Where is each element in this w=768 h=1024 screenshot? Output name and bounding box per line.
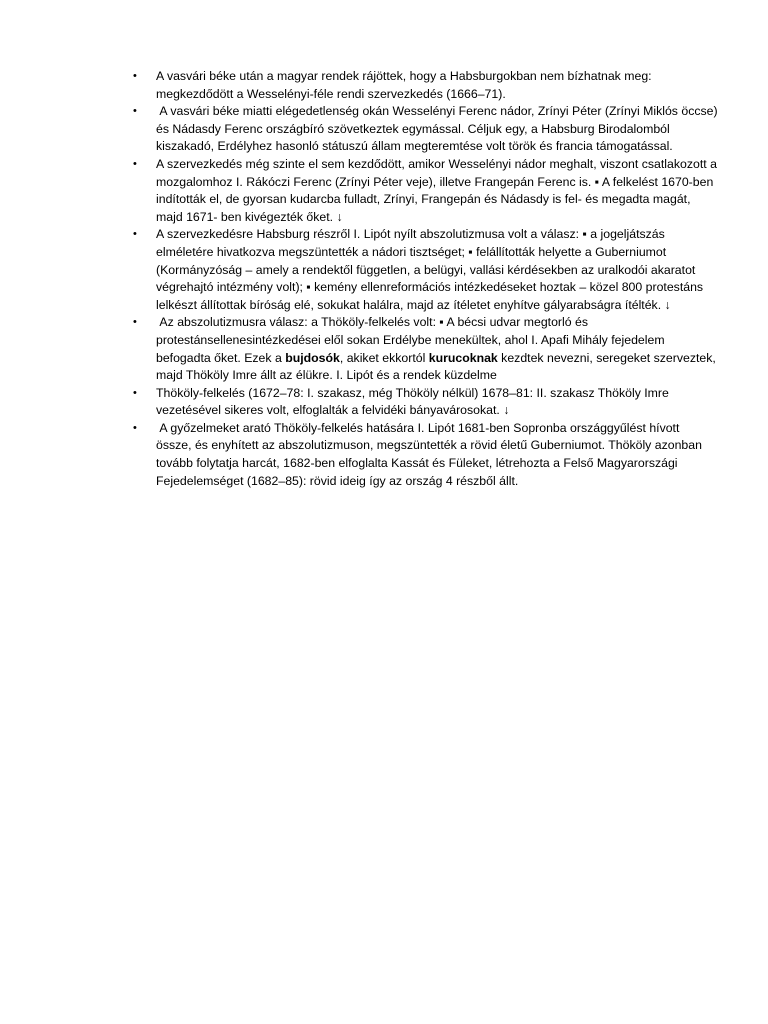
bullet-icon: •: [133, 70, 137, 82]
paragraph-text: A győzelmeket arató Thököly-felkelés hatására I. Lipót 1681-ben Sopronba országgyűlést hívott össze, és enyhített az abszolutizmuson, megszüntették a rövid életű Guberniumot. Thököly azonban tovább folytatja harcát, 1682-ben elfoglalta Kassát és Füleket, létrehozta a Felső Magyarországi Fejedelemséget (1682–85): rövid ideig így az ország 4 részből állt.: [156, 420, 706, 488]
list-item: [120, 68, 718, 103]
bullet-icon: •: [133, 228, 137, 241]
paragraph-text: A vasvári béke miatti elégedetlenség okán Wesselényi Ferenc nádor, Zrínyi Péter (Zrínyi Miklós öccse) és Nádasdy Ferenc országbíró szövetkeztek egymással. Céljuk egy, a Habsburg Birodalomból kiszakadó, Erdélyhez hasonló státuszú állam megteremtése volt török és francia támogatással.: [156, 104, 722, 154]
bold-term: kurucoknak: [428, 350, 498, 365]
paragraph-text: , akiket ekkortól: [339, 350, 429, 365]
paragraph-text: Az abszolutizmusra válasz: a Thököly-felkelés volt: ▪ A bécsi udvar megtorló és protestánsellenesintézkedései elől sokan Erdélybe menekültek, ahol I. Apafi Mihály fejedelem befogadta őket. Ezek a: [156, 315, 668, 365]
list-item: [120, 420, 718, 490]
paragraph-text: Thököly-felkelés (1672–78: I. szakasz, még Thököly nélkül) 1678–81: II. szakasz Thököly Imre vezetésével sikeres volt, elfoglalták a felvidéki bányavárosokat. ↓: [156, 385, 669, 418]
paragraph-text: kezdtek nevezni, seregeket szerveztek, majd Thököly Imre állt az élükre. I. Lipót és a rendek küzdelme: [156, 350, 720, 383]
list-item: [120, 314, 718, 384]
list-item: [120, 226, 718, 314]
bullet-icon: •: [133, 386, 137, 399]
bullet-icon: •: [133, 316, 137, 329]
paragraph-text: A szervezkedés még szinte el sem kezdődött, amikor Wesselényi nádor meghalt, viszont csatlakozott a mozgalomhoz I. Rákóczi Ferenc (Zrínyi Péter veje), illetve Frangepán Ferenc is. ▪ A felkelést 1670-ben indították el, de gyorsan kudarcba fulladt, Zrínyi, Frangepán és Nádasdy is fel- és megadta magát, majd 1671- ben kivégezték őket. ↓: [156, 156, 717, 224]
paragraph-text: A vasvári béke után a magyar rendek rájöttek, hogy a Habsburgokban nem bízhatnak meg: megkezdődött a Wesselényi-féle rendi szervezkedés (1666–71).: [156, 69, 652, 101]
bullet-list: [120, 68, 722, 490]
bold-term: bujdosók: [285, 350, 340, 365]
list-item: [120, 385, 718, 420]
bullet-icon: •: [133, 421, 137, 434]
list-item: [120, 103, 722, 156]
list-item: [120, 156, 718, 226]
bullet-icon: •: [133, 157, 137, 170]
bullet-icon: •: [133, 105, 137, 118]
paragraph-text: A szervezkedésre Habsburg részről I. Lipót nyílt abszolutizmusa volt a válasz: ▪ a jogeljátszás elméletére hivatkozva megszüntették a nádori tisztséget; ▪ felállították helyette a Guberniumot (Kormányzóság – amely a rendektől független, a belügyi, vallási kérdésekben az uralkodói akaratot végrehajtó intézmény volt); ▪ kemény ellenreformációs intézkedéseket hoztak – közel 800 protestáns lelkészt állítottak bíróság elé, sokukat halálra, majd az ítéletet enyhítve gályarabságra ítélték. ↓: [156, 227, 704, 312]
